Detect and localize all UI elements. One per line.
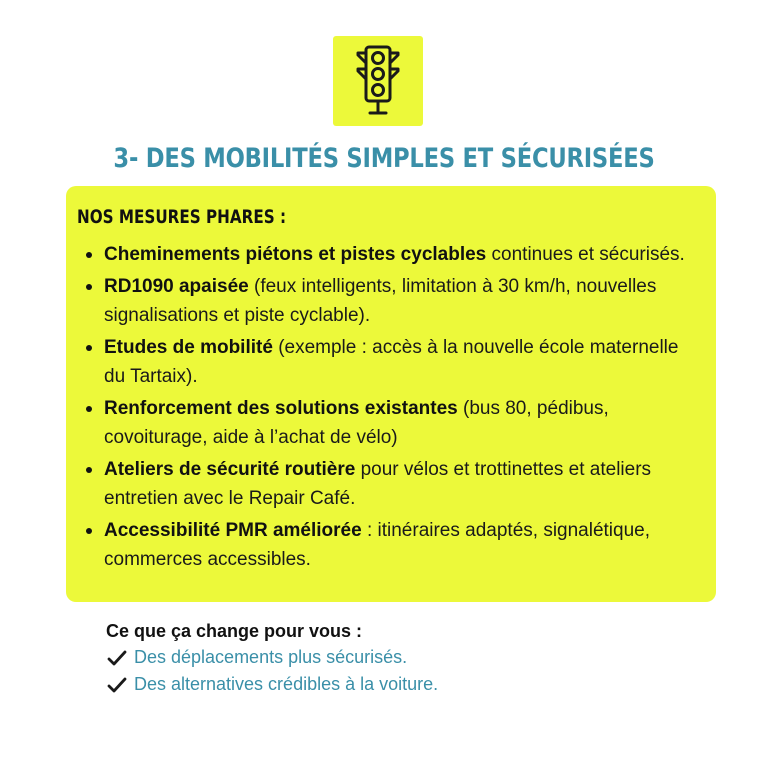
list-item	[80, 333, 690, 391]
change-item	[106, 647, 407, 668]
list-item	[80, 272, 690, 330]
measures-heading: NOS MESURES PHARES :	[77, 206, 287, 228]
checkmark-icon	[106, 676, 128, 694]
change-text: Des alternatives crédibles à la voiture.	[134, 674, 439, 694]
measure-detail: pour vélos et trottinettes et ateliers entretien avec le Repair Café.	[104, 459, 652, 509]
measure-title: RD1090 apaisée	[104, 276, 249, 297]
list-item	[80, 394, 690, 452]
page-title: 3- DES MOBILITÉS SIMPLES ET SÉCURISÉES	[113, 143, 655, 174]
traffic-light-icon-box	[333, 36, 423, 126]
measure-detail: (exemple : accès à la nouvelle école maternelle du Tartaix).	[104, 337, 679, 387]
changes-title: Ce que ça change pour vous :	[106, 621, 363, 641]
measures-list	[80, 240, 690, 577]
change-item	[106, 674, 438, 695]
measure-title: Renforcement des solutions existantes	[104, 398, 458, 419]
measure-detail: continues et sécurisés.	[486, 244, 685, 265]
measure-detail: (bus 80, pédibus, covoiturage, aide à l’achat de vélo)	[104, 398, 609, 448]
list-item	[80, 455, 690, 513]
list-item	[80, 240, 690, 269]
traffic-light-icon	[350, 43, 406, 119]
measure-detail: : itinéraires adaptés, signalétique, commerces accessibles.	[104, 520, 651, 570]
change-text: Des déplacements plus sécurisés.	[134, 647, 408, 667]
measure-title: Ateliers de sécurité routière	[104, 459, 356, 480]
measure-title: Accessibilité PMR améliorée	[104, 520, 362, 541]
checkmark-icon	[106, 649, 128, 667]
measure-title: Cheminements piétons et pistes cyclables	[104, 244, 487, 265]
measure-detail: (feux intelligents, limitation à 30 km/h, nouvelles signalisations et piste cyclable).	[104, 276, 657, 326]
list-item	[80, 516, 690, 574]
measure-title: Etudes de mobilité	[104, 337, 273, 358]
